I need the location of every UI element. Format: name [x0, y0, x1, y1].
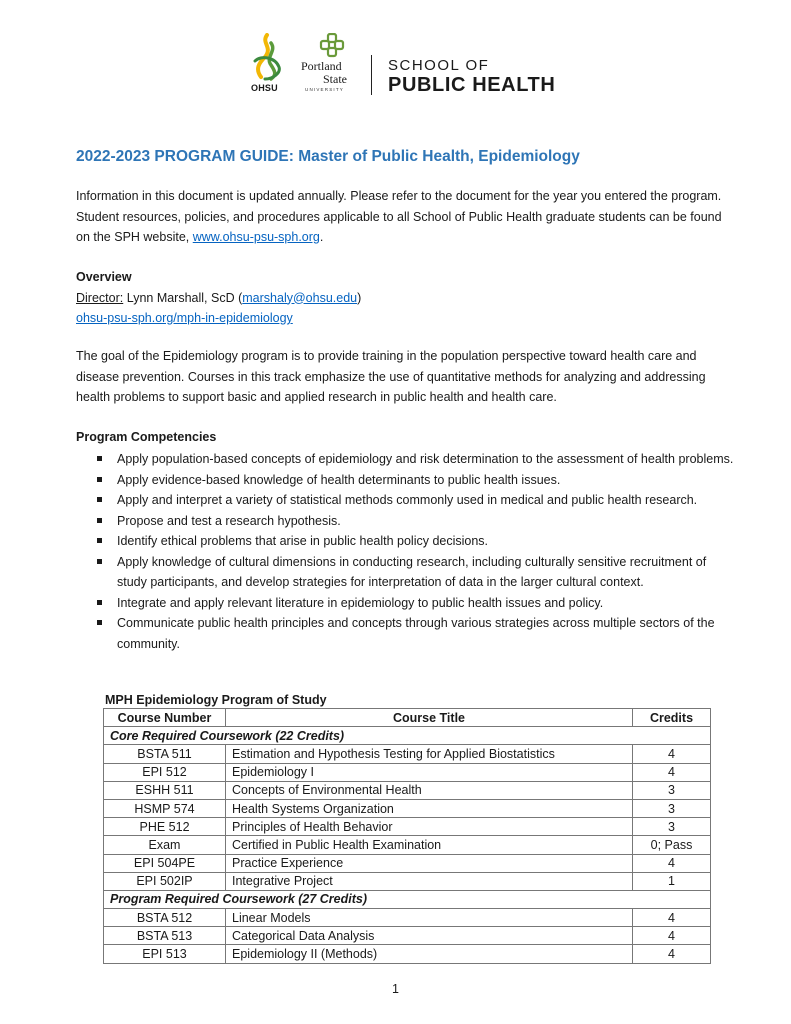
goal-paragraph: The goal of the Epidemiology program is to provide training in the population perspective toward health care and disease prevention. Courses in this track emphasize the use of quantitative methods for analyzing and addressing health problems to support basic and applied research in public health and health care. [76, 349, 706, 404]
course-number: PHE 512 [104, 818, 226, 836]
course-title: Health Systems Organization [226, 799, 633, 817]
list-item: Propose and test a research hypothesis. [96, 511, 736, 532]
overview-heading: Overview [76, 270, 132, 284]
section-label: Core Required Coursework (22 Credits) [104, 727, 711, 745]
course-number: BSTA 512 [104, 909, 226, 927]
sph-website-link[interactable]: www.ohsu-psu-sph.org [192, 230, 320, 244]
course-credits: 4 [633, 763, 711, 781]
course-credits: 3 [633, 781, 711, 799]
header-course-number: Course Number [104, 709, 226, 727]
list-item: Apply and interpret a variety of statistical methods commonly used in medical and public health research. [96, 490, 736, 511]
header-logos [247, 33, 567, 98]
course-credits: 1 [633, 872, 711, 890]
course-title: Integrative Project [226, 872, 633, 890]
director-line [76, 288, 726, 309]
course-title: Linear Models [226, 909, 633, 927]
psu-name-line1: Portland [301, 59, 342, 73]
page-number: 1 [392, 982, 399, 996]
competencies-heading: Program Competencies [76, 430, 217, 444]
sph-label-line1: SCHOOL OF [388, 57, 490, 74]
course-credits: 4 [633, 909, 711, 927]
list-item: Apply evidence-based knowledge of health determinants to public health issues. [96, 470, 736, 491]
table-row [104, 945, 711, 963]
course-title: Certified in Public Health Examination [226, 836, 633, 854]
course-number: BSTA 511 [104, 745, 226, 763]
table-row [104, 872, 711, 890]
list-item: Identify ethical problems that arise in public health policy decisions. [96, 531, 736, 552]
list-item: Apply population-based concepts of epidemiology and risk determination to the assessment of health problems. [96, 449, 736, 470]
list-item: Integrate and apply relevant literature in epidemiology to public health issues and policy. [96, 593, 736, 614]
list-item: Apply knowledge of cultural dimensions in conducting research, including culturally sensitive recruitment of study participants, and develop strategies for interpretation of data in the larger cultural context. [96, 552, 736, 593]
sph-label-line2: PUBLIC HEALTH [388, 74, 556, 96]
section-label: Program Required Coursework (27 Credits) [104, 890, 711, 908]
competencies-list [96, 449, 736, 654]
program-page-link[interactable]: ohsu-psu-sph.org/mph-in-epidemiology [76, 311, 293, 325]
intro-text: Information in this document is updated annually. Please refer to the document for the year you entered the program. Student resources, policies, and procedures applicable to all School of Public Health graduate students can be found on the SPH website, [76, 189, 722, 244]
course-title: Epidemiology I [226, 763, 633, 781]
course-title: Estimation and Hypothesis Testing for Applied Biostatistics [226, 745, 633, 763]
psu-leaf-icon [319, 33, 345, 59]
director-name: Lynn Marshall, ScD ( [123, 290, 243, 305]
logo-divider [371, 55, 372, 95]
table-header-row [104, 709, 711, 727]
course-credits: 3 [633, 818, 711, 836]
course-number: EPI 513 [104, 945, 226, 963]
table-row [104, 854, 711, 872]
table-row [104, 927, 711, 945]
table-row [104, 836, 711, 854]
course-credits: 4 [633, 927, 711, 945]
director-close: ) [357, 290, 362, 305]
table-caption: MPH Epidemiology Program of Study [105, 693, 327, 707]
table-row [104, 799, 711, 817]
table-row [104, 763, 711, 781]
course-number: BSTA 513 [104, 927, 226, 945]
course-title: Principles of Health Behavior [226, 818, 633, 836]
course-number: EPI 504PE [104, 854, 226, 872]
course-number: EPI 512 [104, 763, 226, 781]
intro-paragraph [76, 186, 726, 248]
course-number: ESHH 511 [104, 781, 226, 799]
ohsu-flame-icon [247, 33, 287, 83]
ohsu-label: OHSU [251, 83, 278, 93]
psu-logo [299, 33, 357, 97]
psu-name-line2: State [323, 72, 347, 86]
course-credits: 4 [633, 945, 711, 963]
header-credits: Credits [633, 709, 711, 727]
course-title: Practice Experience [226, 854, 633, 872]
psu-name-line3: UNIVERSITY [305, 87, 345, 92]
course-title: Epidemiology II (Methods) [226, 945, 633, 963]
course-title: Concepts of Environmental Health [226, 781, 633, 799]
table-row [104, 781, 711, 799]
course-title: Categorical Data Analysis [226, 927, 633, 945]
course-number: HSMP 574 [104, 799, 226, 817]
course-number: EPI 502IP [104, 872, 226, 890]
ohsu-logo [247, 33, 287, 97]
program-of-study-table [103, 708, 711, 964]
director-email-link[interactable]: marshaly@ohsu.edu [242, 290, 358, 305]
director-label: Director: [76, 290, 124, 305]
course-credits: 4 [633, 854, 711, 872]
section-row [104, 727, 711, 745]
table-row [104, 909, 711, 927]
course-number: Exam [104, 836, 226, 854]
table-row [104, 745, 711, 763]
list-item: Communicate public health principles and concepts through various strategies across multiple sectors of the community. [96, 613, 736, 654]
course-credits: 4 [633, 745, 711, 763]
intro-end: . [319, 230, 324, 244]
table-row [104, 818, 711, 836]
course-credits: 3 [633, 799, 711, 817]
page-title: 2022-2023 PROGRAM GUIDE: Master of Public Health, Epidemiology [76, 148, 580, 165]
overview-section [76, 267, 726, 329]
course-credits: 0; Pass [633, 836, 711, 854]
header-course-title: Course Title [226, 709, 633, 727]
section-row [104, 890, 711, 908]
